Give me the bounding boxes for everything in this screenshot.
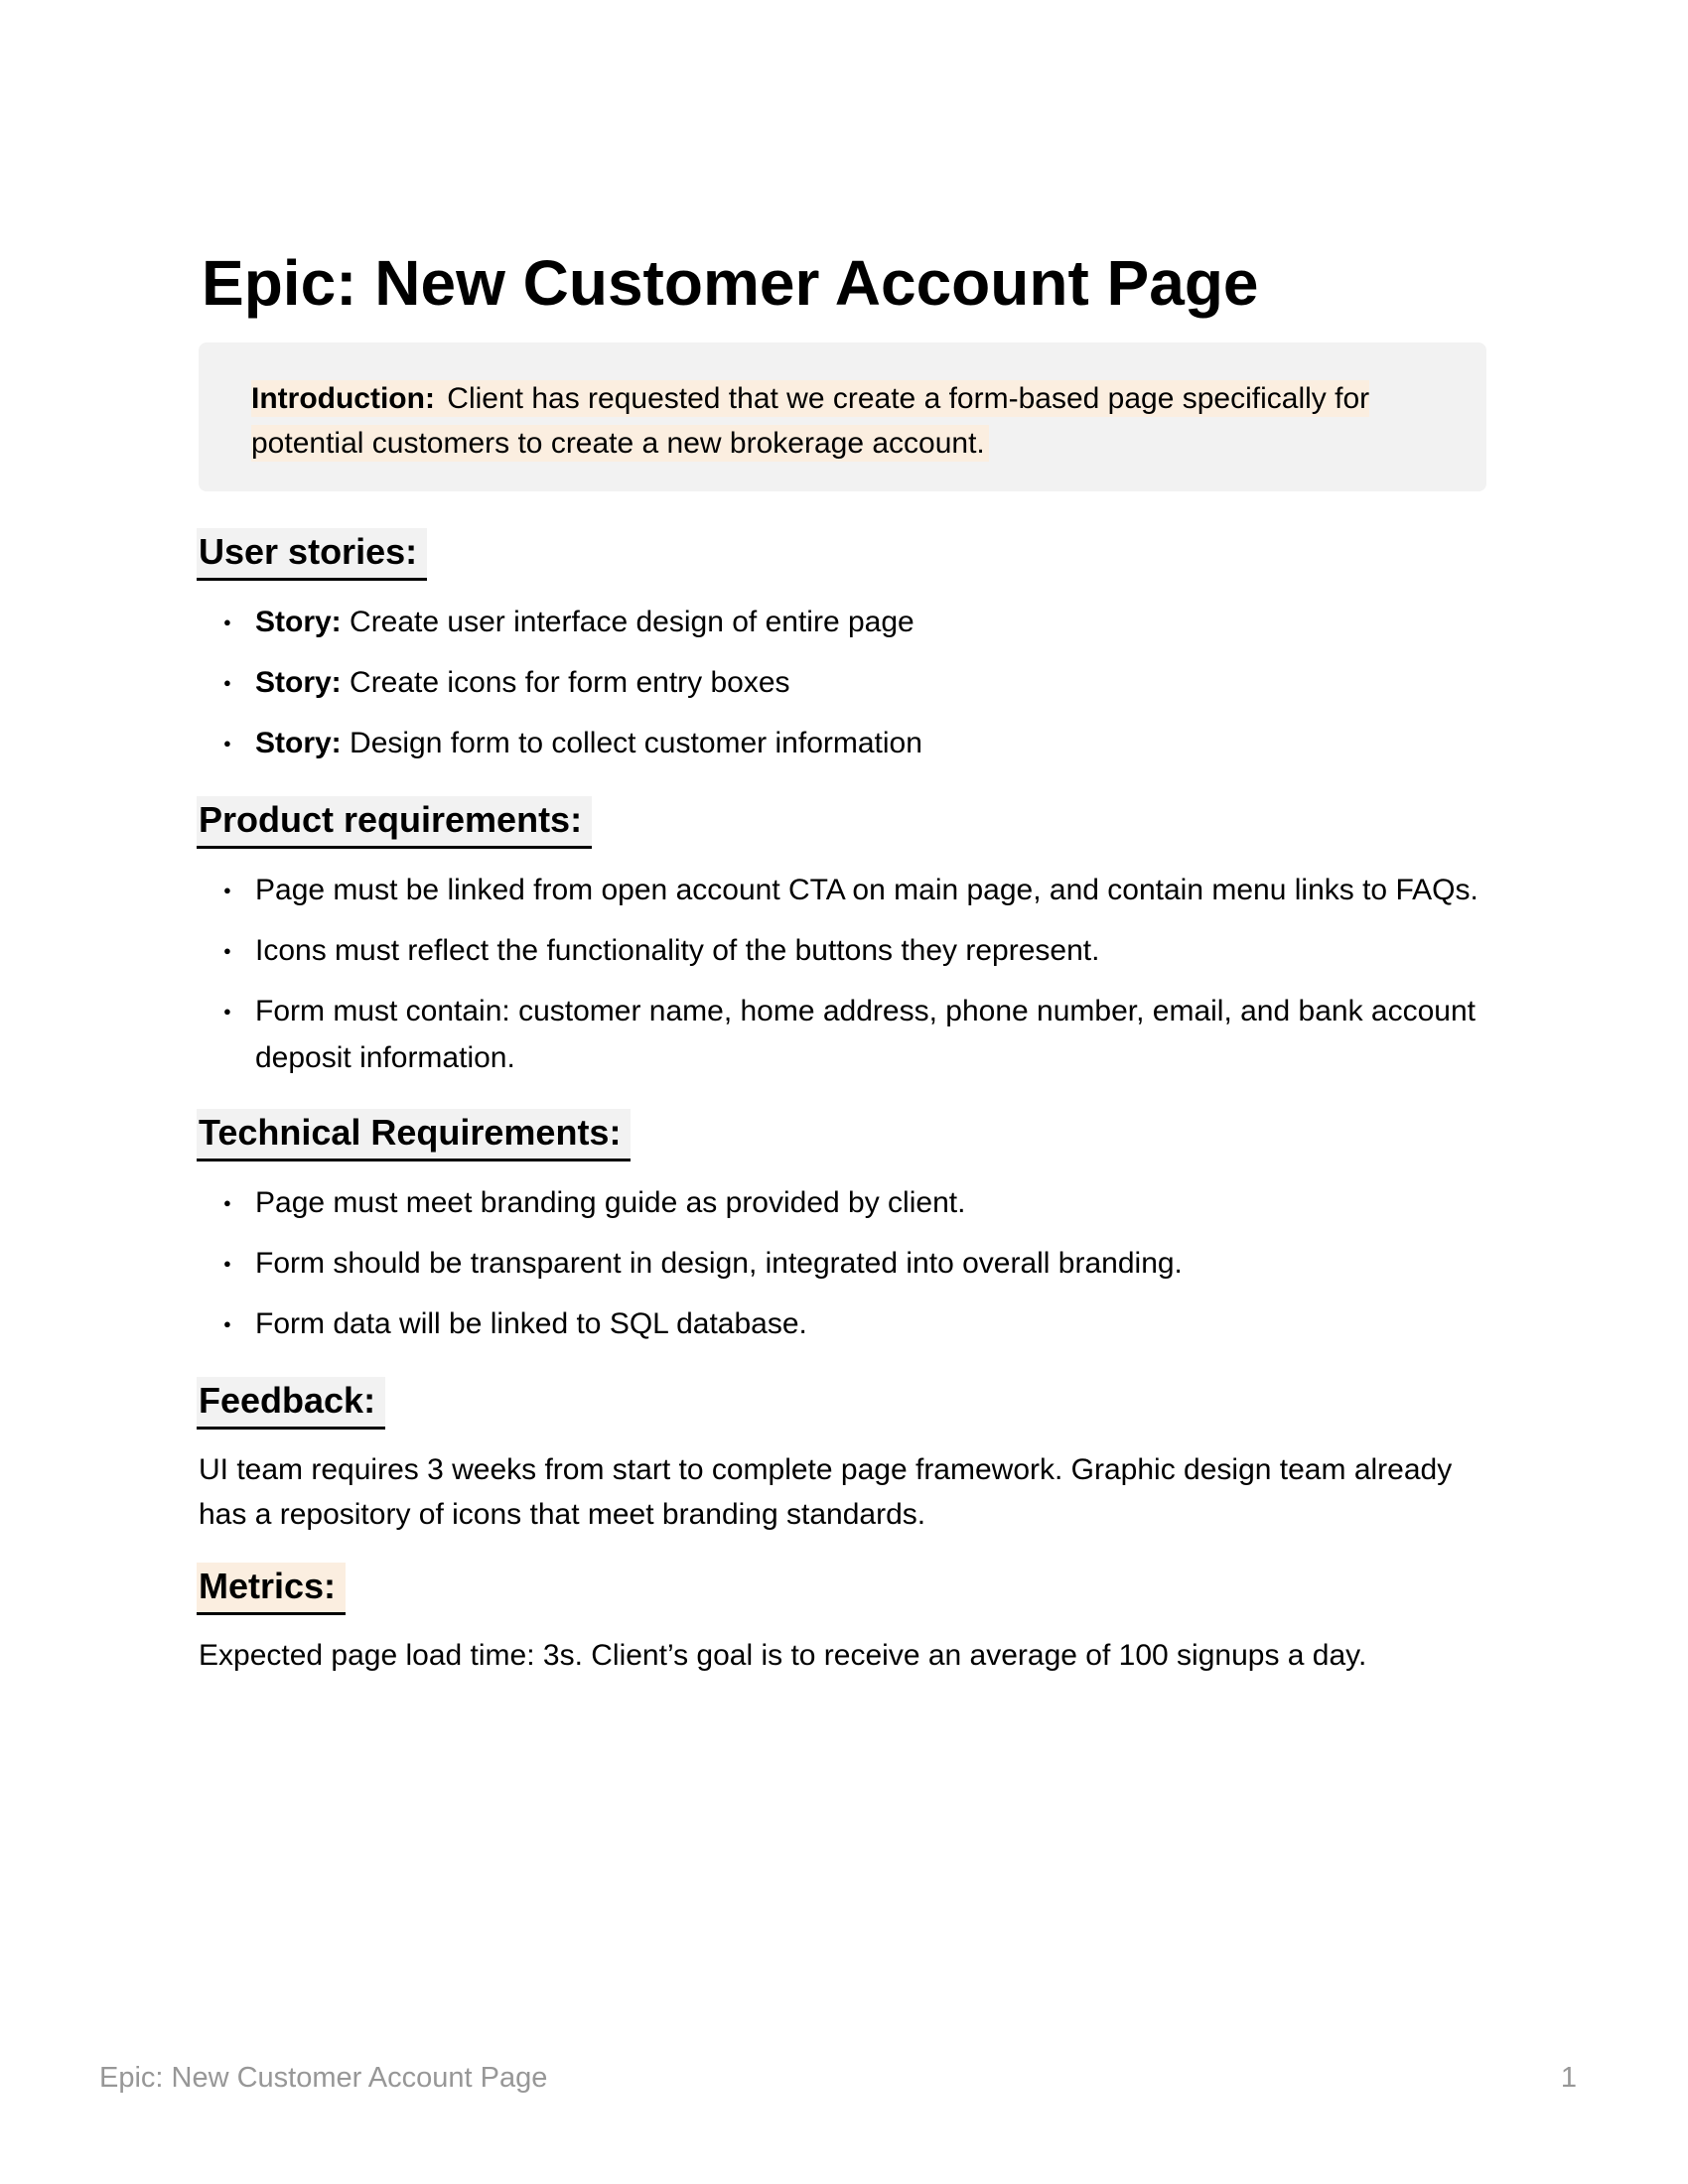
list-item: [223, 867, 1489, 913]
feedback-paragraph: UI team requires 3 weeks from start to complete page framework. Graphic design team already has a repository of icons that meet branding standards.: [199, 1453, 1453, 1531]
bullet-icon: ●: [223, 943, 231, 958]
list-item: [223, 1240, 1489, 1287]
bullet-label: Story:: [255, 666, 342, 699]
section-user-stories: [199, 528, 1489, 780]
list-item: [223, 659, 1489, 706]
list-item: [223, 720, 1489, 766]
section-heading: [199, 1377, 1489, 1430]
footer-page-number: 1: [1560, 2062, 1577, 2094]
bullet-icon: ●: [223, 675, 231, 690]
bullet-text: Form data will be linked to SQL database.: [255, 1307, 807, 1340]
bullet-icon: ●: [223, 614, 231, 629]
section-heading-text: User stories:: [197, 528, 427, 581]
bullet-icon: ●: [223, 1004, 231, 1019]
intro-paragraph: [251, 376, 1437, 466]
page-footer: [99, 2061, 1577, 2095]
product-requirements-list: [199, 867, 1489, 1081]
bullet-text: Design form to collect customer information: [341, 727, 922, 759]
intro-label: Introduction:: [251, 380, 439, 417]
list-item: [223, 1300, 1489, 1347]
user-stories-list: [199, 599, 1489, 766]
section-product-requirements: [199, 796, 1489, 1095]
section-heading-text: Product requirements:: [197, 796, 592, 849]
bullet-text: Form should be transparent in design, integrated into overall branding.: [255, 1247, 1183, 1280]
section-heading-text: Feedback:: [197, 1377, 385, 1430]
section-heading: [199, 1109, 1489, 1161]
bullet-text: Page must meet branding guide as provided by client.: [255, 1186, 966, 1219]
bullet-icon: ●: [223, 1195, 231, 1210]
section-heading-text: Metrics:: [197, 1563, 346, 1615]
bullet-label: Story:: [255, 606, 342, 638]
section-heading-text: Technical Requirements:: [197, 1109, 631, 1161]
bullet-text: Form must contain: customer name, home address, phone number, email, and bank account deposit information.: [255, 995, 1476, 1074]
document-title: Epic: New Customer Account Page: [202, 246, 1259, 319]
section-heading: [199, 528, 1489, 581]
section-heading: [199, 796, 1489, 849]
list-item: [223, 927, 1489, 974]
section-metrics: [199, 1563, 1489, 1678]
section-technical-requirements: [199, 1109, 1489, 1361]
bullet-text: Page must be linked from open account CTA on main page, and contain menu links to FAQs.: [255, 874, 1478, 906]
metrics-paragraph: Expected page load time: 3s. Client’s goal is to receive an average of 100 signups a day.: [199, 1639, 1367, 1672]
bullet-text: Icons must reflect the functionality of the buttons they represent.: [255, 934, 1100, 967]
bullet-text: Create icons for form entry boxes: [341, 666, 790, 699]
section-feedback: [199, 1377, 1489, 1537]
list-item: [223, 988, 1489, 1081]
footer-document-title: Epic: New Customer Account Page: [99, 2062, 548, 2094]
bullet-icon: ●: [223, 1256, 231, 1271]
bullet-icon: ●: [223, 736, 231, 751]
bullet-icon: ●: [223, 1316, 231, 1331]
bullet-label: Story:: [255, 727, 342, 759]
bullet-text: Create user interface design of entire page: [341, 606, 914, 638]
intro-callout: [199, 342, 1486, 491]
list-item: [223, 1179, 1489, 1226]
list-item: [223, 599, 1489, 645]
technical-requirements-list: [199, 1179, 1489, 1347]
intro-text: Client has requested that we create a form-based page specifically for potential customers to create a new brokerage account.: [251, 382, 1370, 460]
bullet-icon: ●: [223, 883, 231, 897]
section-heading: [199, 1563, 1489, 1615]
